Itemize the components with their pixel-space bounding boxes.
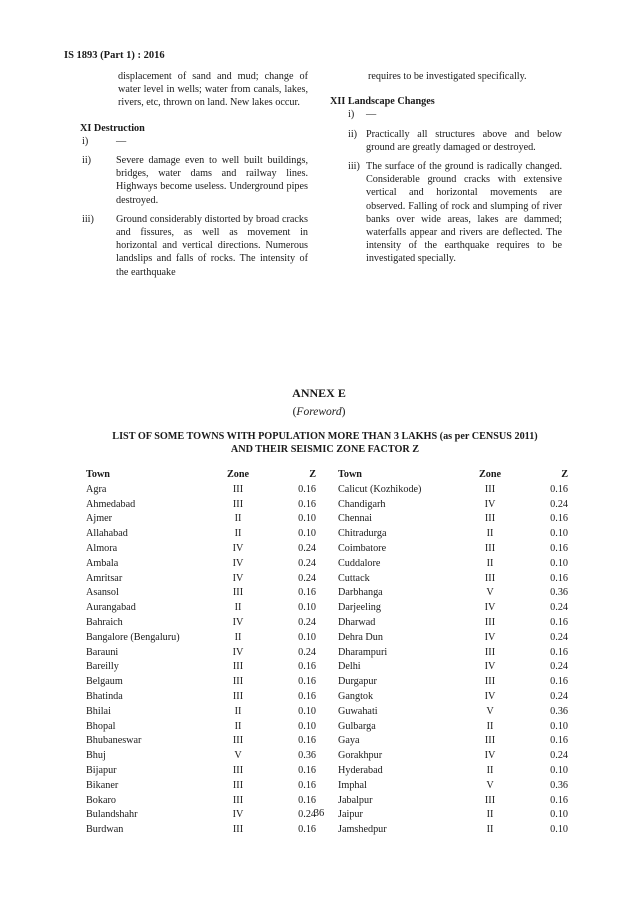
table-row [86,557,316,572]
zone-cell: V [486,705,494,717]
header-town: Town [86,469,110,480]
zone-cell: V [234,750,242,762]
town-cell: Bhilai [86,705,111,717]
z-value-cell: 0.36 [298,750,316,762]
zone-cell: III [484,616,496,628]
z-value-cell: 0.16 [298,483,316,495]
zone-cell: III [484,676,496,688]
section-title-landscape-changes: XII Landscape Changes [330,96,435,108]
table-row [338,527,568,542]
z-value-cell: 0.10 [550,809,568,821]
town-cell: Aurangabad [86,602,136,614]
table-row [86,749,316,764]
table-row [86,572,316,587]
z-value-cell: 0.16 [550,572,568,584]
zone-cell: IV [484,690,496,702]
zone-cell: II [486,809,494,821]
town-cell: Allahabad [86,528,128,540]
town-cell: Gulbarga [338,720,376,732]
table-row [338,690,568,705]
town-cell: Chennai [338,513,372,525]
table-row [86,705,316,720]
list-item [330,160,562,266]
z-value-cell: 0.10 [298,513,316,525]
town-cell: Durgapur [338,676,377,688]
list-title [80,430,570,456]
town-cell: Almora [86,542,118,554]
z-value-cell: 0.10 [550,557,568,569]
z-value-cell: 0.24 [550,661,568,673]
list-item [330,128,562,154]
town-cell: Cuttack [338,572,370,584]
zone-cell: III [232,764,244,776]
town-cell: Burdwan [86,824,124,836]
z-value-cell: 0.24 [550,602,568,614]
table-row [86,779,316,794]
z-value-cell: 0.16 [298,587,316,599]
table-header-row [86,468,316,483]
table-row [338,498,568,513]
town-cell: Dharampuri [338,646,388,658]
zone-cell: II [234,631,242,643]
table-row [338,675,568,690]
header-zone: Zone [478,469,502,480]
zone-cell: V [486,779,494,791]
z-value-cell: 0.16 [550,735,568,747]
zone-cell: III [232,779,244,791]
annex-subtitle-open: ( [292,406,297,418]
town-cell: Gorakhpur [338,750,383,762]
z-value-cell: 0.16 [298,498,316,510]
zone-cell: IV [232,809,244,821]
table-row [86,675,316,690]
table-row [338,483,568,498]
zone-cell: II [486,557,494,569]
zone-cell: V [486,587,494,599]
town-cell: Cuddalore [338,557,381,569]
z-value-cell: 0.16 [550,794,568,806]
town-cell: Bokaro [86,794,116,806]
town-cell: Bhuj [86,750,106,762]
zone-cell: IV [232,542,244,554]
z-value-cell: 0.16 [550,646,568,658]
table-row [86,483,316,498]
town-cell: Imphal [338,779,367,791]
z-value-cell: 0.16 [298,661,316,673]
town-cell: Coimbatore [338,542,387,554]
town-cell: Delhi [338,661,361,673]
town-cell: Jamshedpur [338,824,387,836]
table-row [86,512,316,527]
table-row [86,601,316,616]
table-row [86,646,316,661]
zone-cell: III [232,483,244,495]
table-row [86,616,316,631]
table-row [86,720,316,735]
town-cell: Chandigarh [338,498,386,510]
table-row [338,794,568,809]
item-text: — [366,109,377,121]
table-row [338,734,568,749]
zone-cell: IV [232,572,244,584]
z-value-cell: 0.16 [550,616,568,628]
table-header-row [338,468,568,483]
item-text: — [116,135,127,147]
towns-table-right-body [338,483,568,838]
table-row [338,720,568,735]
town-cell: Guwahati [338,705,378,717]
table-row [338,779,568,794]
zone-cell: III [232,498,244,510]
zone-cell: II [234,720,242,732]
zone-cell: III [484,542,496,554]
zone-cell: III [484,513,496,525]
table-row [86,734,316,749]
item-number: i) [348,109,355,121]
z-value-cell: 0.10 [298,602,316,614]
page-number: 36 [313,808,325,819]
table-row [338,542,568,557]
zone-cell: III [484,646,496,658]
table-row [338,749,568,764]
z-value-cell: 0.16 [298,735,316,747]
town-cell: Jaipur [338,809,363,821]
zone-cell: IV [484,661,496,673]
item-text: The surface of the ground is radically changed. Considerable ground cracks with extensive vertical and horizontal movements are observed. Falling of rock and slumping of river banks over wide areas, lakes are dammed; waterfalls appear and rivers are deflected. The intensity of the earthquake requires to be investigated specially. [366,161,562,265]
table-row [338,705,568,720]
z-value-cell: 0.24 [298,542,316,554]
z-value-cell: 0.10 [298,528,316,540]
document-header: IS 1893 (Part 1) : 2016 [64,50,165,61]
town-cell: Ahmedabad [86,498,136,510]
annex-subtitle-italic: Foreword [296,406,342,418]
town-cell: Calicut (Kozhikode) [338,483,422,495]
zone-cell: III [232,735,244,747]
z-value-cell: 0.16 [298,824,316,836]
zone-cell: IV [232,616,244,628]
table-row [338,616,568,631]
header-zone: Zone [226,469,250,480]
town-cell: Gaya [338,735,360,747]
town-cell: Jabalpur [338,794,373,806]
left-column [80,70,308,285]
town-cell: Darjeeling [338,602,381,614]
right-continuation-text: requires to be investigated specifically. [368,71,527,82]
table-row [86,542,316,557]
z-value-cell: 0.24 [298,557,316,569]
zone-cell: II [234,513,242,525]
zone-cell: III [232,587,244,599]
z-value-cell: 0.10 [298,631,316,643]
z-value-cell: 0.16 [298,764,316,776]
town-cell: Ajmer [86,513,113,525]
item-number: ii) [348,128,358,140]
section-title-destruction: XI Destruction [80,122,145,134]
item-text: Ground considerably distorted by broad cracks and fissures, as well as movement in horizontal and vertical directions. Numerous landslips and falls of rocks. The intensity of the earthquake [116,213,308,278]
zone-cell: III [232,824,244,836]
zone-cell: IV [232,557,244,569]
z-value-cell: 0.10 [550,528,568,540]
zone-cell: III [484,483,496,495]
z-value-cell: 0.16 [550,542,568,554]
table-row [338,512,568,527]
town-cell: Ambala [86,557,119,569]
town-cell: Bikaner [86,779,119,791]
header-z: Z [309,469,316,480]
z-value-cell: 0.24 [298,809,316,821]
table-row [338,572,568,587]
table-row [86,690,316,705]
item-number: iii) [348,161,360,173]
z-value-cell: 0.24 [550,631,568,643]
zone-cell: II [234,528,242,540]
zone-cell: III [484,735,496,747]
list-item [80,135,308,148]
table-row [338,764,568,779]
town-cell: Agra [86,483,107,495]
table-row [86,823,316,838]
town-cell: Bareilly [86,661,119,673]
annex-subtitle [0,406,638,418]
item-number: iii) [82,213,94,225]
table-row [86,764,316,779]
z-value-cell: 0.24 [298,616,316,628]
item-number: i) [82,135,89,147]
z-value-cell: 0.10 [550,720,568,732]
town-cell: Bulandshahr [86,809,138,821]
zone-cell: IV [484,602,496,614]
table-row [338,557,568,572]
zone-cell: III [484,794,496,806]
z-value-cell: 0.16 [298,794,316,806]
z-value-cell: 0.16 [550,513,568,525]
table-row [338,586,568,601]
town-cell: Bijapur [86,764,117,776]
z-value-cell: 0.24 [550,690,568,702]
z-value-cell: 0.24 [298,572,316,584]
town-cell: Amritsar [86,572,123,584]
town-cell: Bhopal [86,720,116,732]
z-value-cell: 0.36 [550,779,568,791]
list-item [80,213,308,279]
towns-table-right [338,468,568,838]
table-row [338,823,568,838]
header-z: Z [561,469,568,480]
town-cell: Bahraich [86,616,123,628]
annex-title: ANNEX E [292,386,346,400]
zone-cell: II [486,720,494,732]
town-cell: Bangalore (Bengaluru) [86,631,180,643]
zone-cell: III [232,690,244,702]
zone-cell: II [486,764,494,776]
zone-cell: IV [232,646,244,658]
zone-cell: IV [484,750,496,762]
z-value-cell: 0.24 [550,498,568,510]
town-cell: Bhubaneswar [86,735,142,747]
towns-table-left [86,468,316,838]
list-item [330,108,562,121]
town-cell: Asansol [86,587,119,599]
z-value-cell: 0.16 [550,483,568,495]
table-row [86,586,316,601]
zone-cell: II [234,602,242,614]
list-title-line1: LIST OF SOME TOWNS WITH POPULATION MORE THAN 3 LAKHS (as per CENSUS 2011) [112,431,538,442]
town-cell: Darbhanga [338,587,383,599]
table-row [86,794,316,809]
table-row [86,660,316,675]
zone-cell: III [232,661,244,673]
table-row [86,527,316,542]
town-cell: Barauni [86,646,119,658]
town-cell: Dehra Dun [338,631,383,643]
town-cell: Chitradurga [338,528,387,540]
zone-cell: II [486,528,494,540]
z-value-cell: 0.16 [550,676,568,688]
table-row [338,631,568,646]
left-continuation-text: displacement of sand and mud; change of water level in wells; water from canals, lakes, rivers, etc, thrown on land. New lakes occur. [118,71,308,109]
zone-cell: IV [484,631,496,643]
z-value-cell: 0.16 [298,779,316,791]
zone-cell: II [486,824,494,836]
town-cell: Dharwad [338,616,376,628]
zone-cell: III [484,572,496,584]
town-cell: Hyderabad [338,764,383,776]
z-value-cell: 0.10 [550,824,568,836]
table-row [338,660,568,675]
annex-subtitle-close: ) [341,406,346,418]
z-value-cell: 0.10 [298,720,316,732]
list-item [80,154,308,207]
z-value-cell: 0.24 [550,750,568,762]
item-number: ii) [82,155,92,167]
town-cell: Gangtok [338,690,374,702]
item-text: Practically all structures above and below ground are greatly damaged or destroyed. [366,128,562,153]
zone-cell: II [234,705,242,717]
right-column [330,70,562,272]
z-value-cell: 0.16 [298,676,316,688]
town-cell: Belgaum [86,676,123,688]
z-value-cell: 0.10 [298,705,316,717]
item-text: Severe damage even to well built buildings, bridges, water dams and railway lines. Highways become useless. Underground pipes destroyed. [116,155,308,206]
zone-cell: III [232,676,244,688]
table-row [338,646,568,661]
zone-cell: III [232,794,244,806]
town-cell: Bhatinda [86,690,123,702]
list-title-line2: AND THEIR SEISMIC ZONE FACTOR Z [230,444,420,455]
z-value-cell: 0.36 [550,587,568,599]
z-value-cell: 0.36 [550,705,568,717]
header-town: Town [338,469,362,480]
z-value-cell: 0.24 [298,646,316,658]
table-row [338,601,568,616]
z-value-cell: 0.16 [298,690,316,702]
z-value-cell: 0.10 [550,764,568,776]
table-row [86,498,316,513]
towns-table-left-body [86,483,316,838]
table-row [86,631,316,646]
zone-cell: IV [484,498,496,510]
